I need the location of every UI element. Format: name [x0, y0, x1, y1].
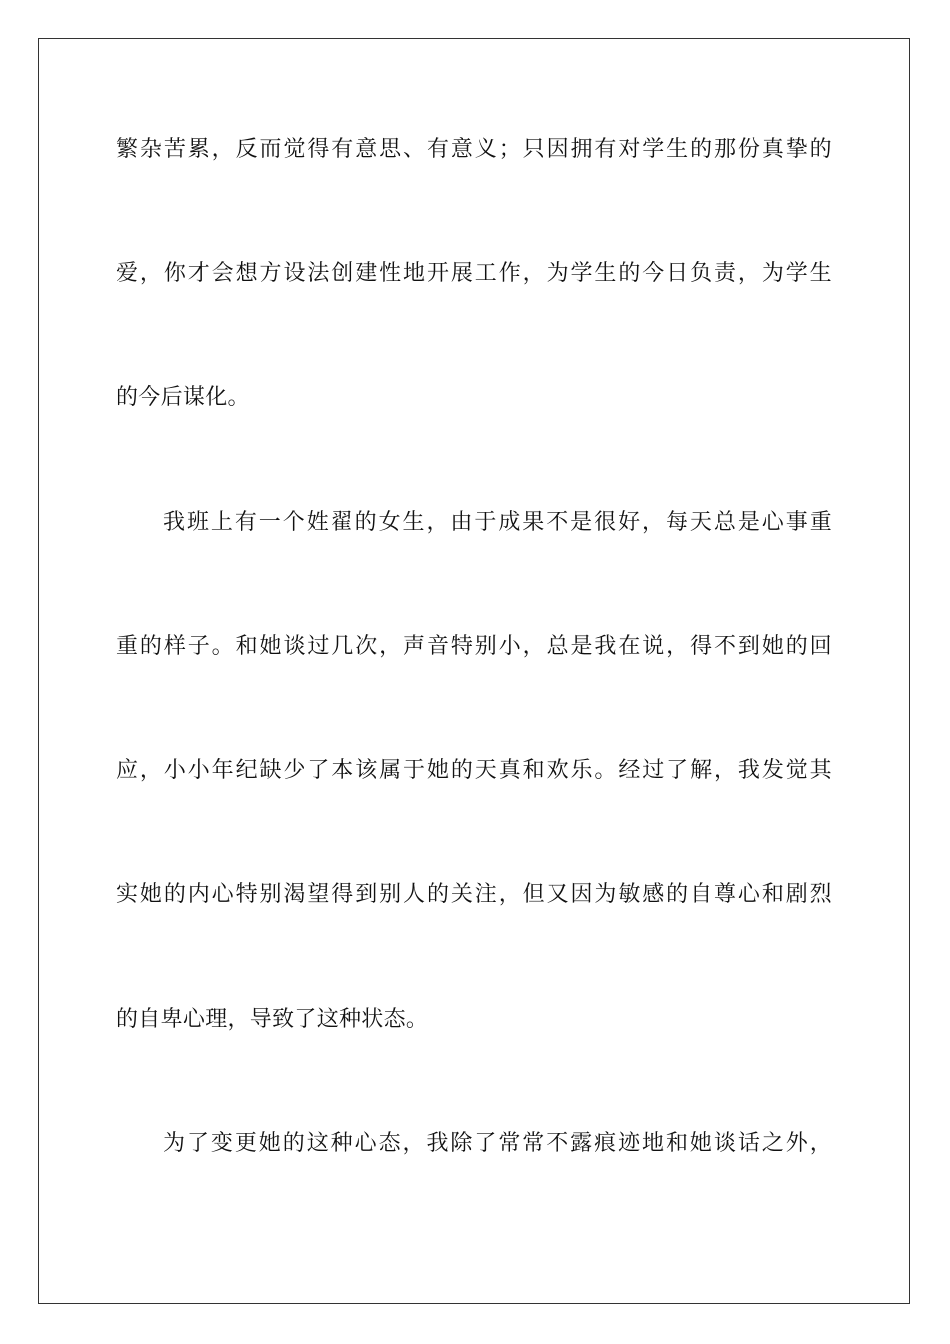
text-line: 应，小小年纪缺少了本该属于她的天真和欢乐。经过了解，我发觉其	[116, 758, 832, 783]
paragraph-first-line: 我班上有一个姓翟的女生，由于成果不是很好，每天总是心事重	[163, 510, 832, 535]
text-line: 繁杂苦累，反而觉得有意思、有意义；只因拥有对学生的那份真挚的	[116, 137, 832, 162]
text-line: 实她的内心特别渴望得到别人的关注，但又因为敏感的自尊心和剧烈	[116, 882, 832, 907]
paragraph-first-line: 为了变更她的这种心态，我除了常常不露痕迹地和她谈话之外，	[163, 1131, 832, 1156]
text-line: 爱，你才会想方设法创建性地开展工作，为学生的今日负责，为学生	[116, 261, 832, 286]
text-line: 的今后谋化。	[116, 385, 250, 410]
text-line: 的自卑心理，导致了这种状态。	[116, 1007, 429, 1032]
text-line: 重的样子。和她谈过几次，声音特别小，总是我在说，得不到她的回	[116, 634, 832, 659]
page-border	[38, 38, 910, 1304]
